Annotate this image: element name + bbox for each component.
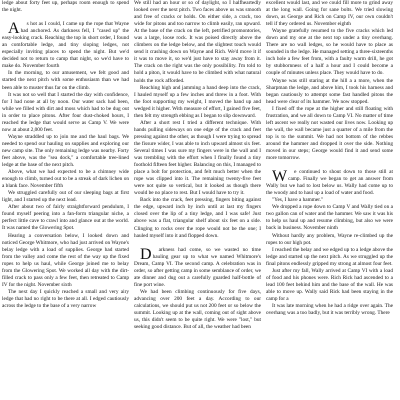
paragraph: Hearing a conversation below, I looked down and noticed George Whitmore, who had just arrived on Wayne's belay ledge with a load of supplies. George had started from the valley and come the rest of the way up the fixed ropes to help us haul, while George joined me to belay from the Glowering Spot. We worked all day with the dirt-filled crack to pass only a few feet, then retreated to Camp IV for the night. November sixth (2, 232, 129, 288)
paragraph: After about two of fairly straightforward pendulum, I found myself peering into a fan-form triangular niche, a perfect little cave to crawl into and glance out at the world. It was named the Glowering Spot. (2, 204, 129, 232)
paragraph: Above, what we had expected to be a chimney wide enough to climb, turned out to be a streak of dark lichen on a blank face. November fifth (2, 169, 129, 190)
paragraph: We had been climbing continuously for five days, advancing over 200 feet a day. According to our calculations, we should put us not 200 feet or so below the summit. Looking up at the wall, coming out of sight above us, this didn't seem to be quite right. We were "lost," but seeking good distance. But of all, the weather had been (134, 288, 261, 331)
paragraph: Just after my fall, Wally arrived at Camp VI with a load of food and his phones were. Rich Rick had ascended to a lead 100 feet behind him and the base of the wall. He was able to move up. Wally said Rick had been staying in the camp for a (266, 267, 393, 302)
paragraph: In the morning, to our amusement, we felt good and started the next pitch with some enthusiasm than we had been able to muster thus far on the climb. (2, 70, 129, 91)
paragraph: It was not so well that I started the day with confidence, for I had none at all by noon. Our water sack had been, while we filled with dirt and moss which had to be dug out in order to place pitons. After four dust-choked hours, I reached the ledge that would serve as Camp V. We were now at about 2,000 feet. (2, 91, 129, 133)
paragraph: Reaching high and jamming a hand deep into the crack, I hauled myself up a few inches and threw in a foot. With the foot supporting my weight, I moved the hand up and wedged it higher. With measure of effort, I gained five feet, then felt my strength ebbing as I began to slip downward. (134, 84, 261, 119)
paragraph: Wayne was still staring at the hill a a more, when the Sharpman the ledge, and above him, I took his harness and began cautiously to attempt some fast handled pitons the head were clear of its hammer. We now stopped. (266, 77, 393, 105)
paragraph: Darkness had come, so we wasted no time hauling gear up to what we named Whitmore's Dream, Camp VI. The second camp. A celebration was in order, so after getting camp in some semblance of order, we ate dinner and dug out a carefully guarded half-bottle of fine port wine. (134, 245, 261, 288)
paragraph: It was late morning when he had a ridge over again. The overhang was a too badly, but it was terribly wrong. There (266, 302, 393, 317)
paragraph: Back into the crack, feet pressing, fingers biting against the edge, upward inch by inch until at last my fingers closed over the lip of a tiny ledge, and I was safe! Just above was a flat, triangular shelf about six feet on a side. Clinging to rocks over the rope would not be the one; I hauled myself into it and flopped down. (134, 197, 261, 239)
paragraph: We struggled carefully out of our sleeping bags at first light, and I started up the next lead. (2, 190, 129, 204)
column-middle (134, 0, 261, 400)
paragraph: We still had an hour or so of daylight, so I halfheartedly looked over the next pitch. Two faces above us was smooth and free of cracks or holds. On either side, a crack, too wide for pitons and too narrow to climb easily, ran upward. At the base of the crack on the left, petrified promontories, was a large, loose rock. It was poised directly above the climbers on the ledge below, and the slightest touch would send it crashing down on Wayne and Rich. We'd move it if it was to move it, so we'd just have to stay away from it. The crack on the right was the only possibility. I'm told to hold a piton, it would have to be climbed with what natural holds the rock afforded. (134, 0, 261, 84)
paragraph: We dropped a rope down to Camp V and Wally tied on a two gallon can of water and the hammer. We saw it was his to help us haul up and resume climbing, but also we were back in business. November ninth (266, 204, 393, 232)
paragraph: I fixed off the rope at the higher and still floating with frustration, and we all down to Camp VI. No matter of time left ascent we really not wasted our lives now. Looking up the wall, the wall became just a quarter of a mile from the top is to the summit. We had not bottom of the rebbes around the hammer and dropped it over the side. Nothing moved in our steps; George would find it and send some more tomorrow. (266, 105, 393, 162)
paragraph: "Yes, I have a hammer." (272, 197, 324, 204)
paragraph: I reached the belay and we edged up to a ledge above the ledge and started up the next pitch. As we struggled up the final pitons endlessly gripped my strong at almost four feet. (266, 246, 393, 267)
paragraph: We continued to shout down to those still at camp. Finally we began to get an answer from Wally but we had to lost below us. Wally had come up to the woody and to haul up a load of water and food. (266, 168, 393, 197)
paragraph: excellent would last, and we could fill more to grind away at the long wall. Going for sane bolts. We tried slowing down, as George and Rich on Camp IV, our own couldn't tell if they ordered us. November eighth (266, 0, 393, 28)
text-columns (2, 0, 400, 400)
paragraph: Wayne gratefully resumed to the five cracks which led down and my one at the next top under a tiny overhang. There are no wall ledges, so he would have to place as sounded in the ledge. He managed setting a three-sixteenths inch hole a few feet from, with a faulty warm drill, he got by stubbornness of a half a hour and I could become a couple of minutes unless place. They would have to do. (266, 28, 393, 77)
column-left (2, 0, 129, 400)
paragraph: ledge about forty feet up, perhaps room enough to spend the night. (2, 0, 129, 14)
paragraph: After a short rest I tried a different technique. With hands pulling sideways on one edge of the crack and feet pressing against the other, as though I were trying to spread the fissure wider, I was able to inch upward almost six feet. Several times I was sure my fingers were in the wall and I was trembling with the effort when I finally found a tiny foothold fifteen feet higher. Balancing on this, I managed to place a bolt for protection, and felt much better when the rope was clipped into it. The remaining twenty-five feet were not quite so vertical, but it looked as though there would be no place to rest. But I would have to try it. (134, 119, 261, 197)
column-right (266, 0, 393, 400)
paragraph: Without hardly any problem, Wayne re-climbed up the ropes to our high pot. (266, 232, 393, 246)
paragraph: As hot as I could, I came up the rope that Wayne had anchored. As darkness fell, I "cased up" the easy-looking crack. Reaching the top in short order, I found an comfortable ledge, and tiny sloping ledges, not especially inviting places to spend the night. But we'd decided not to return to camp that night, so we'd have to make do. November fourth (2, 20, 129, 70)
paragraph: The next day I quickly reached a small and very airy ledge that had no right to be there at all. I edged cautiously across the ledge to the base of a very narrow (2, 288, 129, 309)
paragraph: Wayne straddled up to join me and the haul bags. We needed to spend our hauling on supplies and exploring our new camp site. The only remaining ledge was nearby. Forty feet above, was the "sea dock," a comfortable tree-lined ledge at the base of the next pitch. (2, 133, 129, 169)
